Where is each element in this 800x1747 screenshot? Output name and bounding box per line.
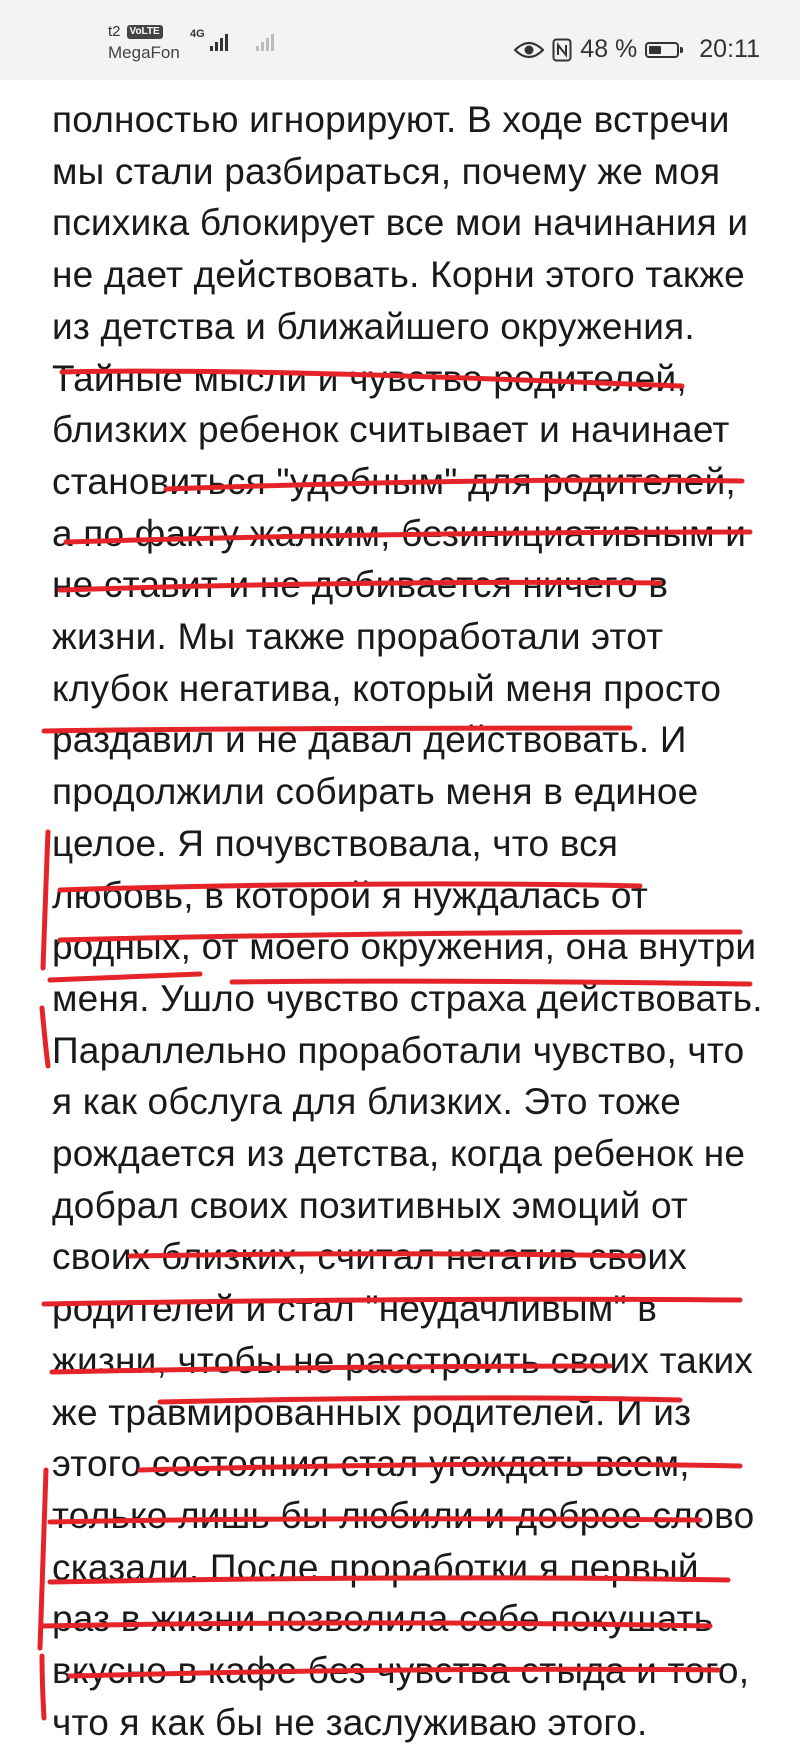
text-line: любовь, в которой я нуждалась от — [52, 875, 649, 916]
text-line: клубок негатива, который меня просто — [52, 668, 722, 709]
text-line: не дает действовать. Корни этого также — [52, 254, 745, 295]
carrier-code: t2 — [108, 23, 121, 40]
text-line: родителей и стал "неудачливым" в — [52, 1288, 658, 1329]
text-line: рождается из детства, когда ребенок не — [52, 1133, 746, 1174]
network-type: 4G — [190, 28, 205, 40]
text-line: только лишь бы любили и доброе слово — [52, 1495, 755, 1536]
operator-name: MegaFon — [108, 43, 180, 62]
text-line: из детства и ближайшего окружения. — [52, 306, 695, 347]
text-line: близких ребенок считывает и начинает — [52, 409, 730, 450]
text-line: Тайные мысли и чувство родителей, — [52, 358, 687, 399]
text-line: я как обслуга для близких. Это тоже — [52, 1081, 682, 1122]
text-line: родных, от моего окружения, она внутри — [52, 926, 757, 967]
text-line: меня. Ушло чувство страха действовать. — [52, 978, 763, 1019]
text-line: Параллельно проработали чувство, что — [52, 1030, 745, 1071]
clock: 20:11 — [699, 35, 760, 63]
text-line: вкусно в кафе без чувства стыда и того, — [52, 1650, 750, 1691]
battery-percent: 48 % — [580, 35, 638, 63]
text-line: добрал своих позитивных эмоций от — [52, 1185, 689, 1226]
text-line: а по факту жалким, безинициативным и — [52, 513, 747, 554]
text-line: психика блокирует все мои начинания и — [52, 202, 749, 243]
text-line: целое. Я почувствовала, что вся — [52, 823, 619, 864]
text-line: мы стали разбираться, почему же моя — [52, 151, 721, 192]
text-line: становиться "удобным" для родителей, — [52, 461, 736, 502]
text-line: жизни, чтобы не расстроить своих таких — [52, 1340, 754, 1381]
text-line: своих близких, считал негатив своих — [52, 1236, 687, 1277]
text-line: продолжили собирать меня в единое — [52, 771, 699, 812]
text-line: этого состояния стал угождать всем, — [52, 1443, 690, 1484]
text-line: что я как бы не заслуживаю этого. — [52, 1702, 648, 1743]
text-line: же травмированных родителей. И из — [52, 1392, 692, 1433]
volte-badge: VoLTE — [127, 25, 163, 39]
text-line: раз в жизни позволила себе покушать — [52, 1598, 714, 1639]
text-line: раздавил и не давал действовать. И — [52, 719, 687, 760]
text-line: полностью игнорируют. В ходе встречи — [52, 99, 730, 140]
text-line: не ставит и не добивается ничего в — [52, 564, 669, 605]
text-line: жизни. Мы также проработали этот — [52, 616, 664, 657]
text-line: сказали. После проработки я первый — [52, 1547, 699, 1588]
